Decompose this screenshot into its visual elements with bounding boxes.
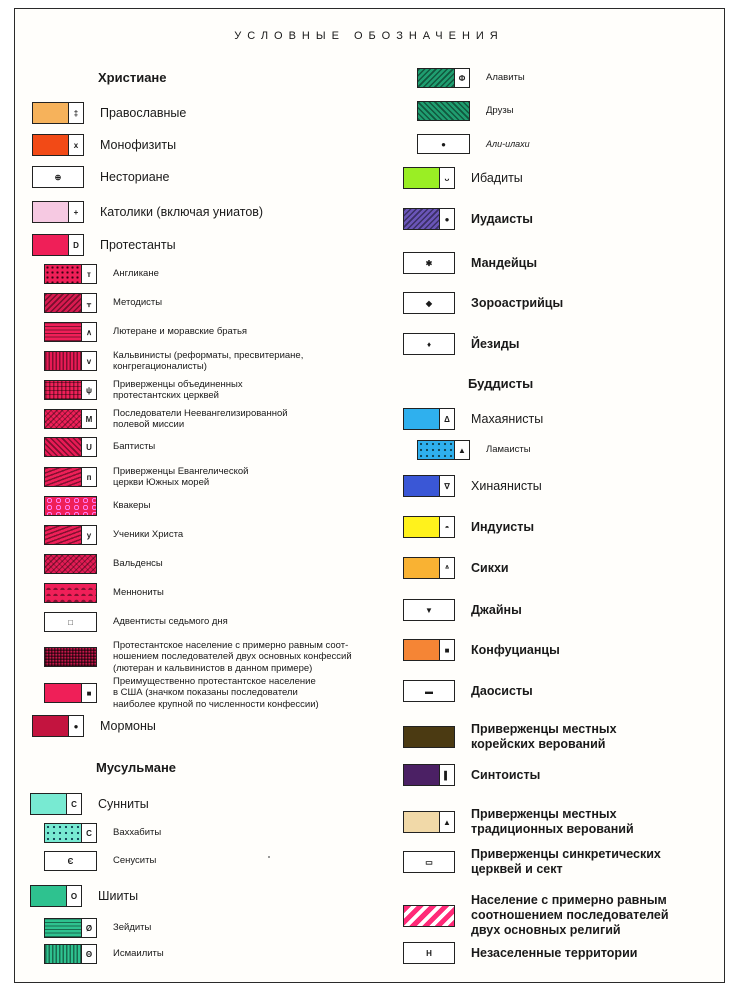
swatch-symbol-icon: Φ [454,69,469,87]
swatch-fill [404,906,454,926]
legend-swatch [403,167,455,189]
swatch-symbol-icon: x [68,135,83,155]
legend-item [44,612,228,632]
legend-swatch [403,292,455,314]
swatch-fill [404,209,440,229]
legend-swatch [403,680,455,702]
legend-label: Адвентисты седьмого дня [113,616,228,628]
swatch-symbol-icon: п [81,468,96,486]
legend-title: УСЛОВНЫЕ ОБОЗНАЧЕНИЯ [234,30,504,42]
legend-swatch [32,166,84,188]
swatch-fill [33,103,69,123]
swatch-fill [45,381,82,399]
legend-label: Протестантское население с примерно равным соот- ношением последователей двух основных конфессий (лютеран и кальвинистов в данном примере) [113,640,352,674]
legend-label: Меннониты [113,587,164,599]
legend-swatch [403,811,455,833]
swatch-symbol-icon: ▼ [404,600,454,620]
legend-label: Лютеране и моравские братья [113,326,248,338]
swatch-fill [31,794,67,814]
legend-item [417,101,514,121]
legend-label: Ибадиты [471,170,523,185]
legend-item [403,333,519,355]
legend-swatch [44,918,97,938]
swatch-fill [45,265,82,283]
swatch-fill [418,102,469,120]
legend-label: Хинаянисты [471,478,542,493]
legend-swatch [32,715,84,737]
legend-swatch [44,437,97,457]
legend-swatch [403,599,455,621]
swatch-fill [404,727,454,747]
legend-label: Ученики Христа [113,529,184,541]
swatch-fill [404,517,440,537]
legend-swatch [403,942,455,964]
legend-swatch [403,851,455,873]
swatch-fill [45,945,82,963]
swatch-fill [45,555,96,573]
legend-swatch [417,68,470,88]
legend-swatch [44,612,97,632]
swatch-symbol-icon: ᴗ [439,168,454,188]
legend-item [44,525,183,545]
legend-item [403,292,563,314]
swatch-fill [33,202,69,222]
legend-item [403,599,522,621]
swatch-symbol-icon: ■ [439,640,454,660]
legend-item [44,350,303,373]
legend-swatch [44,554,97,574]
legend-swatch [44,322,97,342]
legend-item [44,408,288,431]
legend-label: Православные [100,105,187,120]
legend-item [30,793,149,815]
legend-label: Несториане [100,169,170,184]
legend-label: Конфуцианцы [471,642,560,657]
swatch-symbol-icon: H [404,943,454,963]
legend-label: Последователи Неевангелизированной полевой миссии [113,408,288,431]
legend-item [403,807,634,837]
legend-label: Англикане [113,268,159,280]
swatch-symbol-icon: M [81,410,96,428]
swatch-symbol-icon: D [68,235,83,255]
swatch-fill [45,584,96,602]
swatch-symbol-icon: Δ [439,409,454,429]
swatch-fill [33,135,69,155]
swatch-symbol-icon: ▭ [404,852,454,872]
swatch-fill [31,886,67,906]
swatch-fill [45,648,96,666]
legend-label: Приверженцы синкретических церквей и сект [471,847,661,876]
legend-item [403,252,537,274]
legend-label: Мандейцы [471,255,537,270]
legend-label: Зейдиты [113,922,152,934]
swatch-fill [45,468,82,486]
legend-item [403,408,543,430]
legend-item [44,466,248,489]
legend-item [403,942,637,964]
legend-item [32,234,176,256]
legend-item [403,639,560,661]
swatch-symbol-icon: ♦ [404,334,454,354]
legend-swatch [32,134,84,156]
legend-swatch [44,583,97,603]
swatch-symbol-icon: Є [45,852,96,870]
legend-swatch [32,234,84,256]
legend-item [403,722,617,752]
heading-muslims: Мусульмане [96,760,177,775]
swatch-fill [45,323,82,341]
swatch-fill [418,69,455,87]
swatch-symbol-icon: ● [418,135,469,153]
swatch-fill [45,294,82,312]
swatch-symbol-icon: ▲ [454,441,469,459]
legend-swatch [403,639,455,661]
legend-label: Приверженцы объединенных протестантских церквей [113,379,243,402]
legend-item [44,496,150,516]
swatch-symbol-icon: ● [68,716,83,736]
swatch-fill [33,716,69,736]
swatch-symbol-icon: ∇ [439,476,454,496]
legend-item [403,764,540,786]
legend-swatch [403,557,455,579]
legend-label: Даосисты [471,683,533,698]
swatch-symbol-icon: ✱ [404,253,454,273]
legend-swatch [403,726,455,748]
stray-dot [268,856,270,858]
swatch-symbol-icon: Ø [81,919,96,937]
swatch-symbol-icon: O [66,886,81,906]
legend-label: Ваххабиты [113,827,162,839]
legend-swatch [44,264,97,284]
legend-swatch [44,851,97,871]
legend-swatch [417,134,470,154]
legend-swatch [44,380,97,400]
legend-item [417,440,531,460]
swatch-symbol-icon: □ [45,613,96,631]
legend-item [44,437,155,457]
legend-label: Синтоисты [471,767,541,782]
legend-swatch [44,467,97,487]
legend-label: Махаянисты [471,411,544,426]
legend-swatch [417,101,470,121]
legend-label: Иудаисты [471,211,533,226]
swatch-fill [404,640,440,660]
swatch-symbol-icon: ∧ [81,323,96,341]
legend-item [44,823,161,843]
legend-item [32,201,263,223]
swatch-symbol-icon: C [81,824,96,842]
legend-label: Приверженцы Евангелической церкви Южных морей [113,466,249,489]
swatch-fill [45,919,82,937]
swatch-symbol-icon: U [81,438,96,456]
legend-label: Алавиты [486,72,525,84]
legend-item [44,293,162,313]
legend-label: Сенуситы [113,855,157,867]
swatch-fill [404,409,440,429]
legend-label: Друзы [486,105,514,117]
legend-item [403,893,669,938]
legend-item [44,264,159,284]
legend-label: Али-илахи [486,138,530,149]
legend-item [403,557,509,579]
legend-swatch [44,647,97,667]
legend-swatch [44,351,97,371]
legend-swatch [44,496,97,516]
swatch-fill [404,476,440,496]
legend-label: Протестанты [100,237,176,252]
swatch-symbol-icon: ᚁ [81,294,96,312]
legend-label: Зороастрийцы [471,295,564,310]
legend-swatch [417,440,470,460]
legend-item [403,516,534,538]
swatch-fill [404,558,440,578]
legend-label: Джайны [471,602,522,617]
legend-label: Население с примерно равным соотношением последователей двух основных религий [471,893,669,937]
legend-item [32,715,156,737]
swatch-symbol-icon: ◆ [404,293,454,313]
swatch-symbol-icon: ▌ [439,765,454,785]
legend-swatch [403,208,455,230]
legend-label: Мормоны [100,718,156,733]
heading-buddhists: Буддисты [468,376,534,391]
swatch-symbol-icon: ● [439,209,454,229]
swatch-symbol-icon: y [81,526,96,544]
legend-item [44,918,151,938]
swatch-symbol-icon: т [81,265,96,283]
swatch-symbol-icon: ‡ [68,103,83,123]
swatch-symbol-icon: C [66,794,81,814]
legend-item [32,102,186,124]
swatch-fill [45,824,82,842]
legend-label: Католики (включая униатов) [100,204,264,219]
legend-item [403,680,533,702]
legend-label: Преимущественно протестантское население в США (значком показаны последователи наиболее крупной по численности конфессии) [113,676,319,710]
swatch-fill [45,438,82,456]
swatch-symbol-icon: ψ [81,381,96,399]
heading-christians: Христиане [98,70,167,85]
swatch-symbol-icon: Θ [81,945,96,963]
legend-label: Приверженцы местных традиционных верований [471,807,634,836]
legend-label: Шииты [98,888,139,903]
swatch-symbol-icon: ᐞ [439,558,454,578]
legend-item [44,379,243,402]
legend-label: Квакеры [113,500,151,512]
swatch-fill [33,235,69,255]
legend-swatch [44,409,97,429]
legend-item [403,847,661,877]
legend-swatch [44,525,97,545]
legend-swatch [403,764,455,786]
legend-label: Вальденсы [113,558,163,570]
swatch-symbol-icon: ◓ [439,517,454,537]
legend-swatch [44,944,97,964]
swatch-fill [45,410,82,428]
legend-label: Кальвинисты (реформаты, пресвитериане, конгрегационалисты) [113,350,304,373]
legend-swatch [44,823,97,843]
legend-item [44,322,247,342]
swatch-fill [404,812,440,832]
legend-swatch [32,201,84,223]
legend-item [44,583,164,603]
legend-label: Приверженцы местных корейских верований [471,722,617,751]
legend-item [32,134,176,156]
swatch-fill [45,352,82,370]
legend-swatch [44,293,97,313]
legend-item [403,208,533,230]
legend-label: Сунниты [98,796,149,811]
swatch-fill [404,765,440,785]
legend-item [417,134,530,154]
legend-swatch [403,333,455,355]
legend-swatch [403,475,455,497]
legend-swatch [44,683,97,703]
legend-label: Йезиды [471,336,520,351]
legend-swatch [30,885,82,907]
legend-label: Монофизиты [100,137,177,152]
legend-swatch [403,905,455,927]
legend-item [44,944,164,964]
swatch-symbol-icon: ▬ [404,681,454,701]
swatch-symbol-icon: ⊕ [33,167,83,187]
legend-swatch [403,252,455,274]
swatch-symbol-icon: + [68,202,83,222]
legend-label: Сикхи [471,560,509,575]
legend-item [403,475,542,497]
swatch-fill [45,497,96,515]
legend-swatch [403,408,455,430]
swatch-symbol-icon: ▲ [439,812,454,832]
swatch-fill [404,168,440,188]
swatch-symbol-icon: ■ [81,684,96,702]
legend-swatch [32,102,84,124]
swatch-fill [45,684,82,702]
swatch-fill [418,441,455,459]
legend-label: Индуисты [471,519,535,534]
legend-label: Баптисты [113,441,156,453]
legend-label: Ламаисты [486,444,531,456]
legend-item [44,851,156,871]
legend-label: Исмаилиты [113,948,164,960]
legend-label: Методисты [113,297,163,309]
legend-swatch [403,516,455,538]
legend-item [44,676,319,710]
legend-item [32,166,170,188]
legend-item [44,640,352,674]
legend-label: Незаселенные территории [471,945,638,960]
legend-item [403,167,523,189]
swatch-fill [45,526,82,544]
swatch-symbol-icon: v [81,352,96,370]
legend-swatch [30,793,82,815]
legend-item [417,68,525,88]
legend-item [44,554,163,574]
legend-item [30,885,138,907]
